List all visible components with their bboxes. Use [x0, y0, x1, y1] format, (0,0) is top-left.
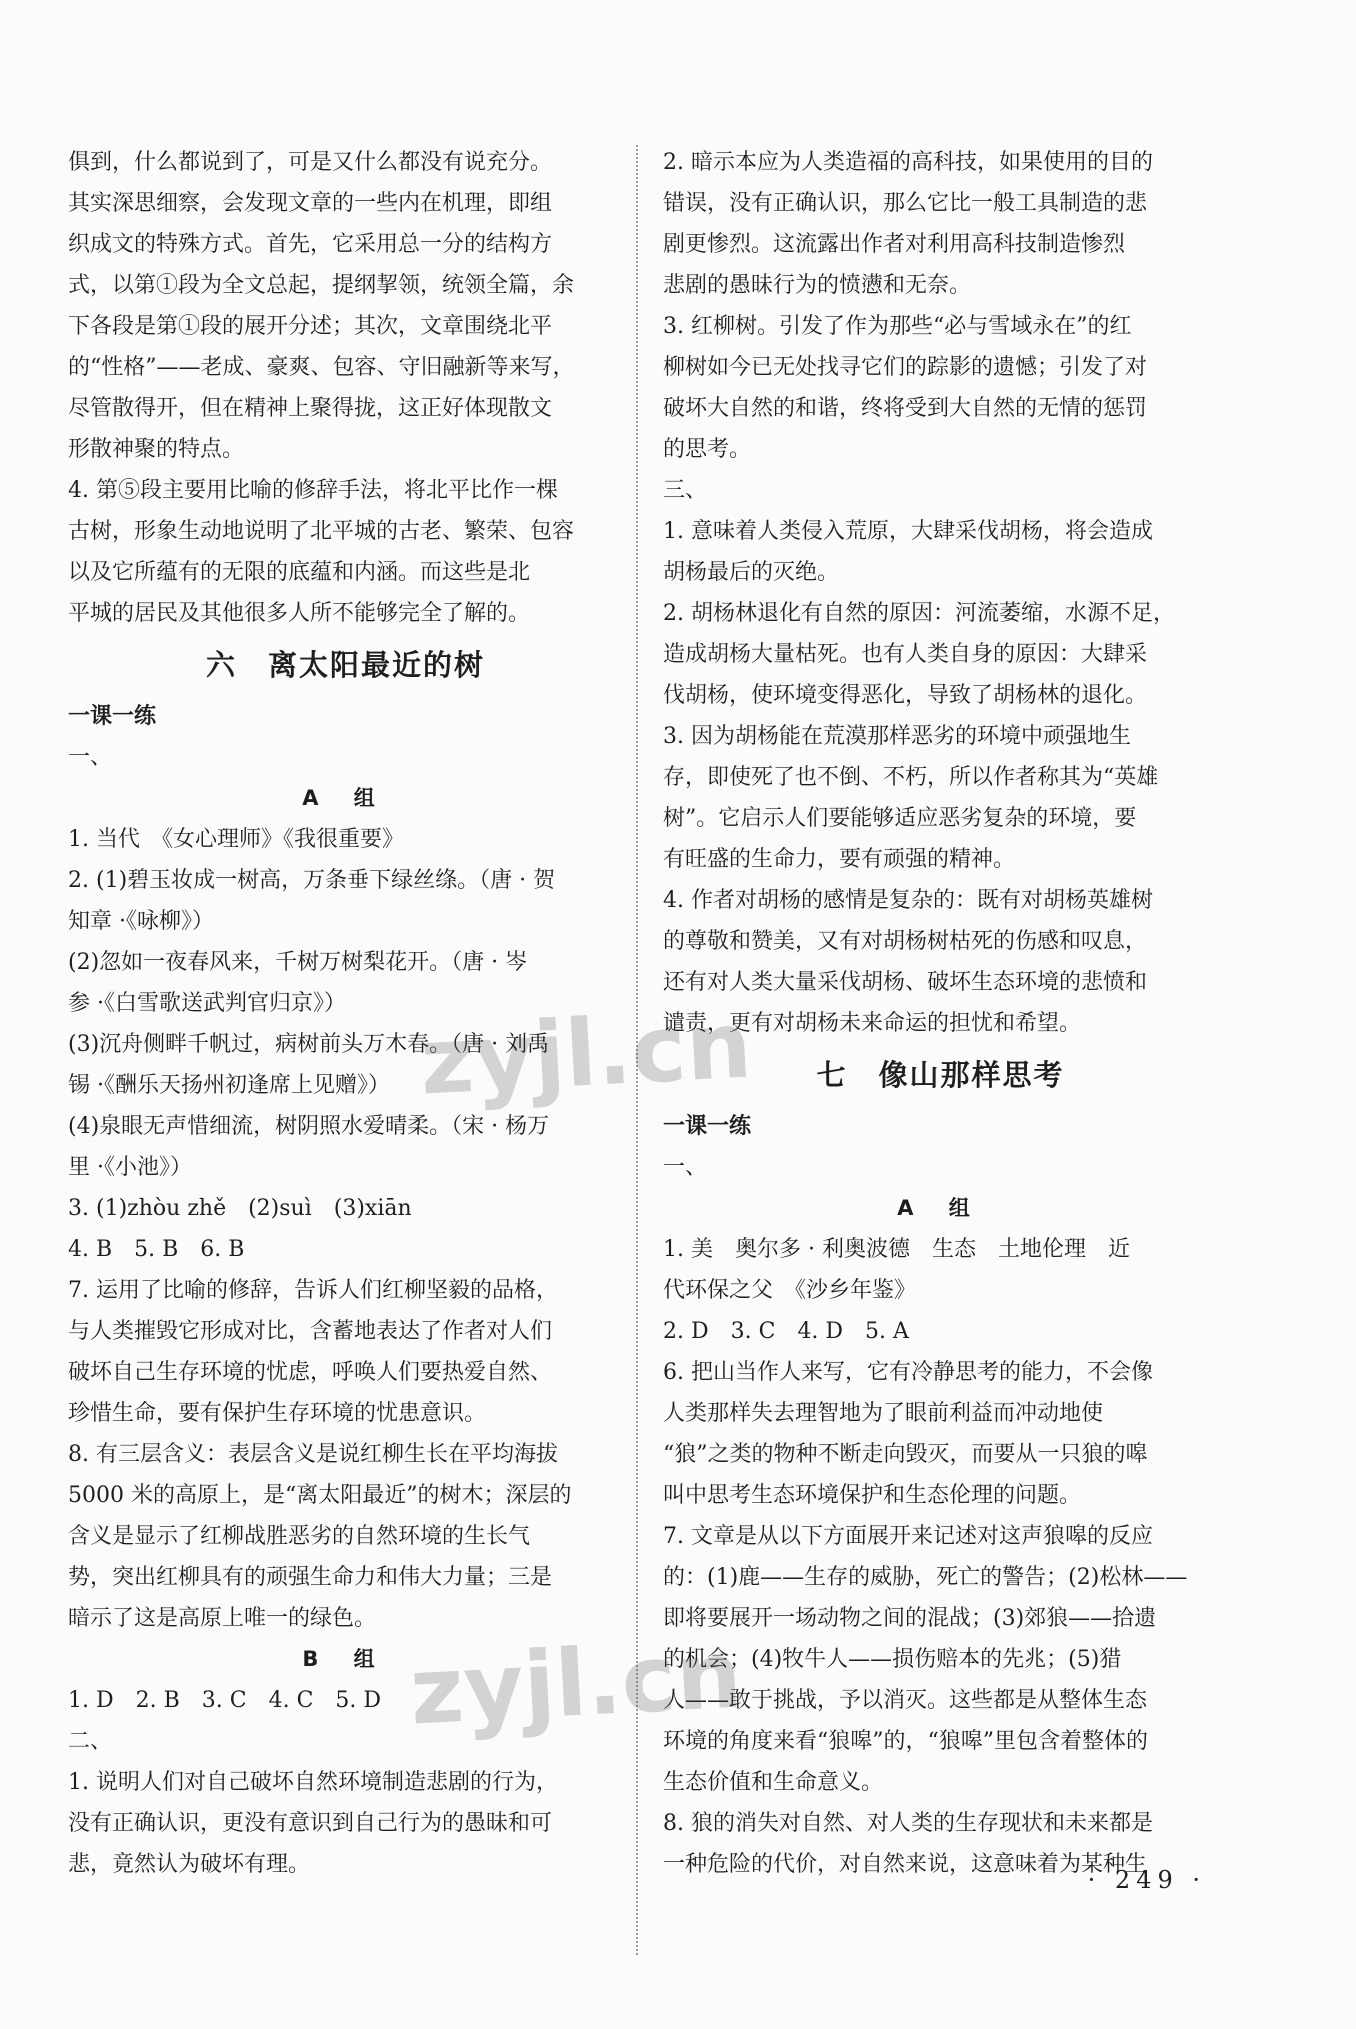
- text-line: 4. 作者对胡杨的感情是复杂的：既有对胡杨英雄树: [663, 888, 1153, 913]
- text-line: 形散神聚的特点。: [68, 437, 245, 462]
- group-heading: B 组: [302, 1647, 389, 1671]
- text-line: 人——敢于挑战，予以消灭。这些都是从整体生态: [663, 1688, 1148, 1713]
- text-line: 生态价值和生命意义。: [663, 1770, 884, 1795]
- text-line: 树”。它启示人们要能够适应恶劣复杂的环境，要: [663, 806, 1137, 831]
- text-line: 含义是显示了红柳战胜恶劣的自然环境的生长气: [68, 1524, 531, 1549]
- text-line: 1. 当代 《女心理师》《我很重要》: [68, 827, 404, 852]
- text-line: 3. (1)zhòu zhě (2)suì (3)xiān: [68, 1196, 412, 1221]
- text-line: (2)忽如一夜春风来，千树万树梨花开。（唐 · 岑: [68, 950, 528, 975]
- text-line: 的尊敬和赞美，又有对胡杨树枯死的伤感和叹息，: [663, 929, 1148, 954]
- text-line: 存，即使死了也不倒、不朽，所以作者称其为“英雄: [663, 765, 1159, 790]
- text-line: 尽管散得开，但在精神上聚得拢，这正好体现散文: [68, 396, 553, 421]
- text-line: 的：(1)鹿——生存的威胁，死亡的警告；(2)松林——: [663, 1565, 1188, 1590]
- text-line: 谴责，更有对胡杨未来命运的担忧和希望。: [663, 1011, 1082, 1036]
- text-line: 即将要展开一场动物之间的混战；(3)郊狼——拾遗: [663, 1606, 1157, 1631]
- left-column: [68, 142, 623, 1885]
- text-line: 5000 米的高原上，是“离太阳最近”的树木；深层的: [68, 1483, 572, 1508]
- text-line: 悲剧的愚昧行为的愤懑和无奈。: [663, 273, 972, 298]
- text-line: 古树，形象生动地说明了北平城的古老、繁荣、包容: [68, 519, 575, 544]
- text-line: 1. 意味着人类侵入荒原，大肆采伐胡杨，将会造成: [663, 519, 1153, 544]
- text-line: 一种危险的代价，对自然来说，这意味着为某种生: [663, 1852, 1148, 1877]
- text-line: 悲，竟然认为破坏有理。: [68, 1852, 311, 1877]
- text-line: 剧更惨烈。这流露出作者对利用高科技制造惨烈: [663, 232, 1126, 257]
- text-line: (3)沉舟侧畔千帆过，病树前头万木春。（唐 · 刘禹: [68, 1032, 550, 1057]
- text-line: 一、: [663, 1155, 708, 1180]
- exercise-heading: 一课一练: [68, 704, 157, 729]
- watermark: zyjl.cn: [407, 1621, 745, 1746]
- text-line: 造成胡杨大量枯死。也有人类自身的原因：大肆采: [663, 642, 1148, 667]
- text-line: 俱到，什么都说到了，可是又什么都没有说充分。: [68, 150, 553, 175]
- text-line: 式，以第①段为全文总起，提纲挈领，统领全篇，余: [68, 273, 575, 298]
- section-title: 六 离太阳最近的树: [205, 648, 485, 682]
- text-line: 7. 运用了比喻的修辞，告诉人们红柳坚毅的品格，: [68, 1278, 558, 1303]
- text-line: 暗示了这是高原上唯一的绿色。: [68, 1606, 377, 1631]
- text-line: 的机会；(4)牧牛人——损伤赔本的先兆；(5)猎: [663, 1647, 1122, 1672]
- text-line: 势，突出红柳具有的顽强生命力和伟大力量；三是: [68, 1565, 553, 1590]
- text-line: 以及它所蕴有的无限的底蕴和内涵。而这些是北: [68, 560, 531, 585]
- text-line: 的思考。: [663, 437, 752, 462]
- text-line: 人类那样失去理智地为了眼前利益而冲动地使: [663, 1401, 1104, 1426]
- text-line: 代环保之父 《沙乡年鉴》: [663, 1278, 917, 1303]
- text-line: 3. 因为胡杨能在荒漠那样恶劣的环境中顽强地生: [663, 724, 1131, 749]
- text-line: 2. 胡杨林退化有自然的原因：河流萎缩，水源不足，: [663, 601, 1175, 626]
- text-line: 里 ·《小池》）: [68, 1155, 192, 1180]
- text-line: 柳树如今已无处找寻它们的踪影的遗憾；引发了对: [663, 355, 1148, 380]
- text-line: 锡 ·《酬乐天扬州初逢席上见赠》）: [68, 1073, 390, 1098]
- text-line: 的“性格”——老成、豪爽、包容、守旧融新等来写，: [68, 355, 575, 380]
- text-line: 下各段是第①段的展开分述；其次，文章围绕北平: [68, 314, 553, 339]
- text-line: 错误，没有正确认识，那么它比一般工具制造的悲: [663, 191, 1148, 216]
- text-line: 一、: [68, 745, 113, 770]
- section-title: 七 像山那样思考: [816, 1058, 1065, 1092]
- text-line: 叫中思考生态环境保护和生态伦理的问题。: [663, 1483, 1082, 1508]
- text-line: 其实深思细察，会发现文章的一些内在机理，即组: [68, 191, 553, 216]
- text-line: 1. 说明人们对自己破坏自然环境制造悲剧的行为，: [68, 1770, 558, 1795]
- text-line: 三、: [663, 478, 708, 503]
- text-line: 7. 文章是从以下方面展开来记述对这声狼嗥的反应: [663, 1524, 1153, 1549]
- text-line: 参 ·《白雪歌送武判官归京》）: [68, 991, 346, 1016]
- text-line: 2. 暗示本应为人类造福的高科技，如果使用的目的: [663, 150, 1153, 175]
- text-line: 织成文的特殊方式。首先，它采用总一分的结构方: [68, 232, 553, 257]
- text-line: 还有对人类大量采伐胡杨、破坏生态环境的悲愤和: [663, 970, 1148, 995]
- text-line: 伐胡杨，使环境变得恶化，导致了胡杨林的退化。: [663, 683, 1148, 708]
- text-line: 1. D 2. B 3. C 4. C 5. D: [68, 1688, 382, 1713]
- group-heading: A 组: [302, 786, 389, 810]
- text-line: “狼”之类的物种不断走向毁灭，而要从一只狼的嗥: [663, 1442, 1148, 1467]
- text-line: 6. 把山当作人来写，它有冷静思考的能力，不会像: [663, 1360, 1153, 1385]
- watermark: zyjl.cn: [417, 991, 755, 1116]
- text-line: 胡杨最后的灭绝。: [663, 560, 840, 585]
- text-line: 破坏自己生存环境的忧虑，呼唤人们要热爱自然、: [68, 1360, 553, 1385]
- text-line: 珍惜生命，要有保护生存环境的忧患意识。: [68, 1401, 487, 1426]
- text-line: 2. D 3. C 4. D 5. A: [663, 1319, 909, 1344]
- text-line: 2. (1)碧玉妆成一树高，万条垂下绿丝绦。（唐 · 贺: [68, 868, 556, 893]
- group-heading: A 组: [897, 1196, 984, 1220]
- text-line: 1. 美 奥尔多 · 利奥波德 生态 土地伦理 近: [663, 1237, 1130, 1262]
- text-line: (4)泉眼无声惜细流，树阴照水爱晴柔。（宋 · 杨万: [68, 1114, 550, 1139]
- text-line: 有旺盛的生命力，要有顽强的精神。: [663, 847, 1016, 872]
- right-column: [663, 142, 1218, 1885]
- text-line: 4. 第⑤段主要用比喻的修辞手法，将北平比作一棵: [68, 478, 558, 503]
- text-line: 8. 狼的消失对自然、对人类的生存现状和未来都是: [663, 1811, 1153, 1836]
- exercise-heading: 一课一练: [663, 1114, 752, 1139]
- text-line: 环境的角度来看“狼嗥”的，“狼嗥”里包含着整体的: [663, 1729, 1148, 1754]
- text-line: 平城的居民及其他很多人所不能够完全了解的。: [68, 601, 531, 626]
- text-line: 与人类摧毁它形成对比，含蓄地表达了作者对人们: [68, 1319, 553, 1344]
- text-line: 没有正确认识，更没有意识到自己行为的愚昧和可: [68, 1811, 553, 1836]
- column-divider: [636, 145, 638, 1955]
- page-number: · 249 ·: [1087, 1866, 1206, 1894]
- text-line: 知章 ·《咏柳》）: [68, 909, 214, 934]
- text-line: 3. 红柳树。引发了作为那些“必与雪域永在”的红: [663, 314, 1132, 339]
- text-line: 破坏大自然的和谐，终将受到大自然的无情的惩罚: [663, 396, 1148, 421]
- text-line: 4. B 5. B 6. B: [68, 1237, 245, 1262]
- text-line: 二、: [68, 1729, 113, 1754]
- text-line: 8. 有三层含义：表层含义是说红柳生长在平均海拔: [68, 1442, 558, 1467]
